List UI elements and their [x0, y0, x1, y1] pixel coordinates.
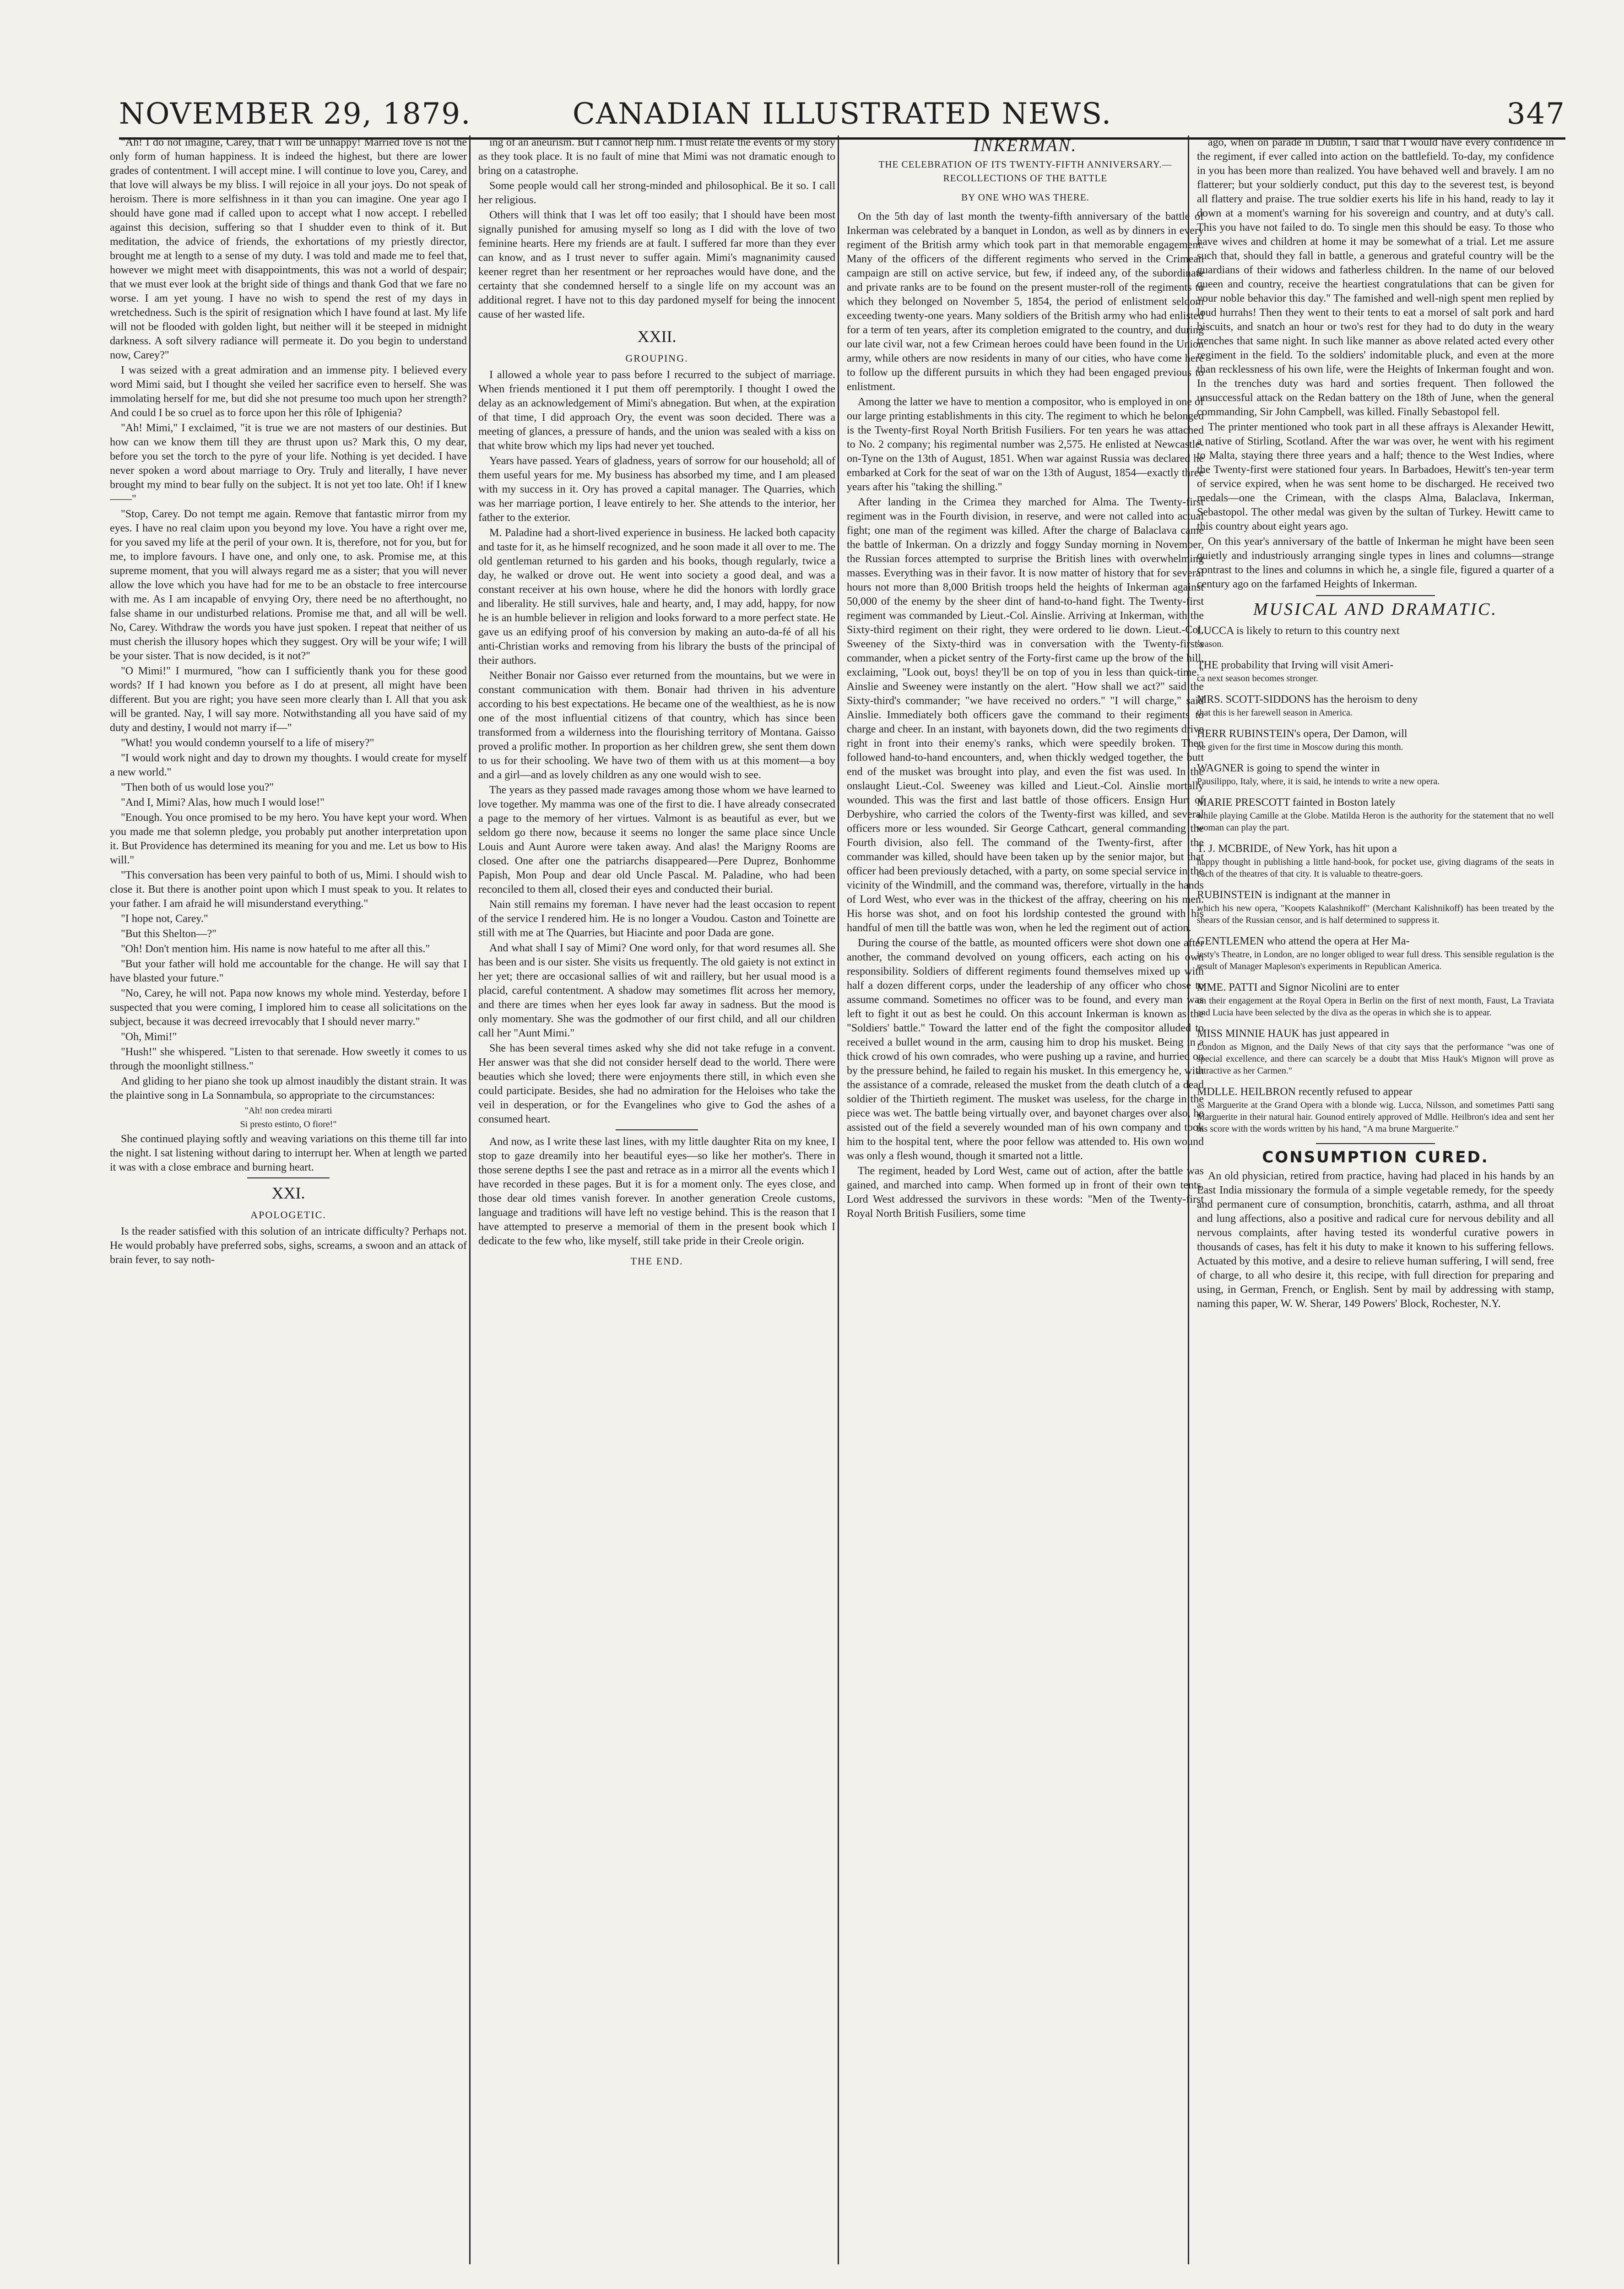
paragraph: I was seized with a great admiration and an immense pity. I believed every word Mimi said, but I thought she veiled her sacrifice even to herself. She was immolating herself for me, but did she not presume too much upon her strength? And could I be so cruel as to force upon her this rôle of Iphigenia?: [110, 364, 467, 419]
news-item-body: season.: [1197, 639, 1224, 649]
paragraph: "Ah! I do not imagine, Carey, that I will be unhappy! Married love is not the only form of human happiness. It is indeed the highest, but there are lower grades of contentment. I will accept mine. I will continue to love you, Carey, and that love will always be my bliss. I will rejoice in all your joys. Do not speak of heroism. There is more selfishness in it than you can imagine. One year ago I should have gone mad if called upon to accept what I now accept. I rebelled against this decision, suffering so that I shudder even to think of it. But meditation, the advice of friends, the exhortations of my priestly director, brought me at length to a sense of my duty. I was told and made me to feel that, however we might meet with disappointments, this was not a world of despair; that we must ever look at the bright side of things and thank God that we fare no worse. I am yet young. I have no wish to spend the rest of my days in wretchedness. Such is the spirit of resignation which I have found at last. My life will not be flooded with golden light, but neither will it be steeped in midnight darkness. A soft silvery radiance will permeate it. Do you begin to understand now, Carey?": [110, 136, 467, 361]
paragraph: "No, Carey, he will not. Papa now knows my whole mind. Yesterday, before I suspected that you were coming, I implored him to cease all solicitations on the subject, because it was decreed irrevocably that I should never marry.": [110, 987, 467, 1028]
chapter-heading: XXII.: [637, 327, 677, 346]
paragraph: "This conversation has been very painful to both of us, Mimi. I should wish to close it. But there is another point upon which I must speak to you. It relates to your father. I am afraid he will misunderstand everything.": [110, 869, 467, 910]
news-item: [1197, 1085, 1554, 1135]
paragraph: The years as they passed made ravages among those whom we have learned to love together. My mamma was one of the first to die. I have already consecrated a page to the memory of her virtues. Valmont is as beautiful as ever, but we seldom go there now, because it seems no longer the same place since Uncle Louis and Aunt Aurore were taken away. And alas! the Marigny Rooms are closed. One after one the patriarchs disappeared—Pere Duprez, Bonhomme Papish, Mon Poup and dear old Uncle Pascal. M. Paladine, who had been reconciled to them all, closed their eyes and conducted their burial.: [478, 784, 835, 895]
paragraph: The printer mentioned who took part in all these affrays is Alexander Hewitt, a native of Stirling, Scotland. After the war was over, he went with his regiment to Malta, staying there three years and a half; thence to the West Indies, where the Twenty-first were stationed four years. In Barbadoes, Hewitt's ten-year term of service expired, when he was sent home to be discharged. He received two medals—one the Crimean, with the clasps Alma, Balaclava, Inkerman, Sebastopol. The other medal was given by the sultan of Turkey. Hewitt came to this country about eight years ago.: [1197, 421, 1554, 532]
paragraph: On the 5th day of last month the twenty-fifth anniversary of the battle of Inkerman was celebrated by a banquet in London, as well as by dinners in every regiment of the British army which took part in that memorable engagement. Many of the officers of the different regiments who served in the Crimean campaign are still on active service, but few, if indeed any, of the subordinate and private ranks are to be found on the present muster-roll of the regiments to which they belonged on November 5, 1854, the period of enlistment seldom exceeding twenty-one years. Many soldiers of the British army who had enlisted for a term of ten years, after its completion emigrated to the country, and during our late civil war, not a few Crimean heroes could have been found in the Union army, while others are now residents in many of our cities, who have come here to follow up the different pursuits in which they had been engaged previous to enlistment.: [847, 211, 1204, 393]
paragraph: "What! you would condemn yourself to a life of misery?": [121, 737, 374, 749]
news-item-lead: WAGNER is going to spend the winter in: [1197, 762, 1380, 774]
paragraph: She has been several times asked why she did not take refuge in a convent. Her answer was that she did not consider herself dead to the world. There were beauties which she loved; there were enjoyments there still, in which even she could participate. Besides, she had no admiration for the Heloises who take the veil in desperation, or for the Evangelines who give to God the ashes of a consumed heart.: [478, 1042, 835, 1125]
paragraph: "Ah! Mimi," I exclaimed, "it is true we are not masters of our destinies. But how can we know them till they are thrust upon us? Mark this, O my dear, before you set the torch to the pyre of your life. Nothing is yet decided. I have never spoken a word about marriage to Ory. Truly and literally, I have never brought my mind to bear fully on the subject. It is not yet too late. Oh! if I knew——": [110, 422, 467, 505]
news-item-lead: GENTLEMEN who attend the opera at Her Ma-: [1197, 935, 1410, 947]
page-number: 347: [1506, 97, 1565, 131]
verse-line: Si presto estinto, O fiore!": [240, 1119, 337, 1129]
column-rule: [469, 136, 471, 2264]
paragraph: Others will think that I was let off too easily; that I should have been most signally punished for amusing myself so long as I did with the love of two feminine hearts. Here my friends are at fault. I suffered far more than they ever can know, and as I trust never to suffer again. Mimi's magnanimity caused keener regret than her resentment or her reproaches would have done, and the certainty that she condemned herself to a single life on my account was an additional regret. I have not to this day pardoned myself for being the innocent cause of her wasted life.: [478, 209, 835, 320]
news-item-lead: MRS. SCOTT-SIDDONS has the heroism to deny: [1197, 694, 1418, 705]
paragraph: During the course of the battle, as mounted officers were shot down one after another, the command devolved on young officers, each acting on his own responsibility. Soldiers of different regiments found themselves mixed up with half a dozen different corps, under the leadership of any officer who chose to assume command. Sometimes no officer was to be found, and every man was left to fight it out as best he could. On this account Inkerman is known as the "Soldiers' battle." Toward the latter end of the fight the compositor alluded to received a bullet wound in the arm, causing him to drop his musket. Being in a thick crowd of his own comrades, who were pushing up a ravine, and hurried on by the pressure behind, he failed to regain his musket. In this emergency he, with the assistance of a comrade, released the musket from the death clutch of a dead soldier of the Thirtieth regiment. The musket was useless, for the charge in the piece was wet. The battle being virtually over, and bayonet charges over also, he assisted out of the field a severely wounded man of his own company and took him to the hospital tent, where the poor fellow was attended to. His own wound was only a flesh wound, though it smarted not a little.: [847, 937, 1204, 1162]
news-item-body: that this is her farewell season in America.: [1197, 708, 1353, 718]
paragraph: The regiment, headed by Lord West, came out of action, after the battle was gained, and marched into camp. When formed up in front of their own tents, Lord West addressed the survivors in these words: "Men of the Twenty-first Royal North British Fusiliers, some time: [847, 1165, 1204, 1220]
news-item: [1197, 981, 1554, 1019]
paragraph: And now, as I write these last lines, with my little daughter Rita on my knee, I stop to gaze dreamily into her beautiful eyes—so like her mother's. There in those serene depths I see the past and retrace as in a mirror all the events which I have recorded in these pages. But it is for a moment only. The eyes close, and those dear old times vanish forever. In another generation Creole customs, language and traditions will have left no vestige behind. This is the reason that I have attempted to preserve a memorial of them in the present book which I dedicate to the few who, like myself, still take pride in their Creole origin.: [478, 1136, 835, 1247]
paragraph: "And I, Mimi? Alas, how much I would lose!": [121, 797, 325, 808]
paragraph: Among the latter we have to mention a compositor, who is employed in one of our large printing establishments in this city. The regiment to which he belonged is the Twenty-first Royal North British Fusiliers. For ten years he was attached to No. 2 company; his regimental number was 2,575. He enlisted at Newcastle-on-Tyne on the 13th of August, 1851. When war against Russia was declared he embarked at Cork for the seat of war on the 13th of August, 1854—exactly three years after his "taking the shilling.": [847, 396, 1204, 493]
news-item: [1197, 1027, 1554, 1077]
paragraph: "O Mimi!" I murmured, "how can I sufficiently thank you for these good words? If I had known you before as I do at present, all might have been different. But you are right; you have seen more clearly than I. All that you ask will be granted. Nay, I will say more. Notwithstanding all you have said of my duty and destiny, I would not marry if—": [110, 665, 467, 734]
paragraph: Years have passed. Years of gladness, years of sorrow for our household; all of them useful years for me. My business has absorbed my time, and I am pleased with my success in it. Ory has proved a capital manager. The Quarries, which was her marriage portion, I leave entirely to her. She attends to the interior, her father to the exterior.: [478, 455, 835, 524]
paragraph: "I would work night and day to drown my thoughts. I would create for myself a new world.": [110, 752, 467, 778]
news-item-lead: MISS MINNIE HAUK has just appeared in: [1197, 1028, 1389, 1040]
advertisement-body: An old physician, retired from practice, having had placed in his hands by an East India missionary the formula of a simple vegetable remedy, for the speedy and permanent cure of consumption, bronchitis, catarrh, asthma, and all throat and lung affections, also a positive and radical cure for nervous debility and all nervous complaints, after having tested its wonderful curative powers in thousands of cases, has felt it his duty to make it known to his suffering fellows. Actuated by this motive, and a desire to relieve human suffering, I will send, free of charge, to all who desire it, this recipe, with full direction for preparing and using, in German, French, or English. Sent by mail by addressing with stamp, naming this paper, W. W. Sherar, 149 Powers' Block, Rochester, N.Y.: [1197, 1170, 1554, 1310]
news-item-body: which his new opera, "Koopets Kalashnikoff" (Merchant Kalishnikoff) has been treated by the shears of the Russian censor, and is half determined to suppress it.: [1197, 903, 1554, 925]
paragraph: "Oh! Don't mention him. His name is now hateful to me after all this.": [121, 943, 430, 955]
section-rule: [1316, 595, 1435, 596]
paragraph: And gliding to her piano she took up almost inaudibly the distant strain. It was the plaintive song in La Sonnambula, so appropriate to the circumstances:: [110, 1075, 467, 1101]
paragraph: M. Paladine had a short-lived experience in business. He lacked both capacity and taste for it, as he himself recognized, and he soon made it all over to me. The old gentleman returned to his garden and his books, though regularly, twice a day, he walked or drove out. He went into society a good deal, and was a constant receiver at his own house, where he did the honors with lordly grace and liberality. He still survives, hale and hearty, and, I may add, happy, for now he is an humble believer in religion and looks forward to a more perfect state. He gave us an edifying proof of his conversion by making an auto-da-fé of all his anti-Christian works and removing from his library the busts of the principal of their authors.: [478, 527, 835, 667]
section-heading: MUSICAL AND DRAMATIC.: [1253, 600, 1498, 619]
news-item: [1197, 727, 1554, 753]
paragraph: On this year's anniversary of the battle of Inkerman he might have been seen quietly and industriously arranging single types in lines and columns—strange contrast to the lines and columns in which he, a single file, figured a quarter of a century ago on the farfamed Heights of Inkerman.: [1197, 536, 1554, 590]
paragraph: "Stop, Carey. Do not tempt me again. Remove that fantastic mirror from my eyes. I have no real claim upon you beyond my love. You have a right over me, for you saved my life at the peril of your own. It is, therefore, not for you, but for me, to implore favours. I have one, and only one, to ask. Promise me, at this supreme moment, that you will always regard me as a sister; that you will never allow the love which you have had for me to be an obstacle to free intercourse with me. As I am incapable of envying Ory, there need be no afterthought, no false shame in our undisturbed relations. Promise me that, and all will be well. No, Carey. Withdraw the words you have just spoken. I repeat that neither of us must cherish the illusory hopes which they suggest. Ory will be your wife; I will be your sister. That is now decided, is it not?": [110, 508, 467, 662]
column-2: [478, 136, 835, 2264]
issue-date: NOVEMBER 29, 1879.: [119, 97, 471, 131]
news-item-lead: LUCCA is likely to return to this country next: [1197, 625, 1400, 637]
news-item: [1197, 658, 1554, 684]
paragraph: ing of an aneurism. But I cannot help him. I must relate the events of my story as they took place. It is no fault of mine that Mimi was not dramatic enough to bring on a catastrophe.: [478, 136, 835, 177]
paragraph: Nain still remains my foreman. I have never had the least occasion to repent of the service I rendered him. He is no longer a Voudou. Caston and Toinette are still with me at The Quarries, but Hiacinte and poor Dada are gone.: [478, 899, 835, 939]
news-item-body: happy thought in publishing a little hand-book, for pocket use, giving diagrams of the seats in each of the theatres of that city. It is valuable to theatre-goers.: [1197, 857, 1554, 879]
paragraph: "But this Shelton—?": [121, 928, 217, 940]
paragraph: "Oh, Mimi!": [121, 1031, 177, 1043]
paragraph: "But your father will hold me accountable for the change. He will say that I have blasted your future.": [110, 958, 467, 984]
news-item: [1197, 693, 1554, 719]
paragraph: Neither Bonair nor Gaisso ever returned from the mountains, but we were in constant communication with them. Bonair had thriven in his adventure according to his best expectations. He became one of the wealthiest, as he is now one of the most influential citizens of that country, which has since been transformed from a wilderness into the flourishing territory of Montana. Gaisso proved a prolific mother. In proportion as her children grew, she sent them down to us for their schooling. We have two of them with us at this moment—a boy and a girl—and as lovely children as any one would wish to see.: [478, 670, 835, 781]
newspaper-title: CANADIAN ILLUSTRATED NEWS.: [572, 97, 1112, 131]
news-item-body: jesty's Theatre, in London, are no longer obliged to wear full dress. This sensible regulation is the result of Manager Mapleson's experiments in Republican America.: [1197, 949, 1554, 971]
news-item-lead: MME. PATTI and Signor Nicolini are to enter: [1197, 982, 1399, 993]
paragraph: "Enough. You once promised to be my hero. You have kept your word. When you made me that solemn pledge, you probably put another interpretation upon it. But Providence has determined its meaning for you and me. Let us bow to His will.": [110, 812, 467, 866]
advertisement-heading: CONSUMPTION CURED.: [1262, 1148, 1489, 1166]
news-item-lead: MARIE PRESCOTT fainted in Boston lately: [1197, 797, 1396, 808]
news-item: [1197, 842, 1554, 880]
paragraph: And what shall I say of Mimi? One word only, for that word resumes all. She has been and is our sister. She visits us frequently. The old gaiety is not extinct in her yet; there are occasional sallies of wit and raillery, but her usual mood is a placid, careful contentment. A shadow may sometimes flit across her memory, and there are times when her eyes look far away in sadness. But the mood is only momentary. She was the godmother of our first child, and all our children call her "Aunt Mimi.": [478, 942, 835, 1039]
news-item-body: ca next season becomes stronger.: [1197, 673, 1318, 683]
news-item: [1197, 934, 1554, 972]
section-rule: [1316, 1143, 1435, 1144]
paragraph: "Hush!" she whispered. "Listen to that serenade. How sweetly it comes to us through the moonlight stillness.": [110, 1046, 467, 1072]
verse-line: "Ah! non credea mirarti: [244, 1106, 332, 1116]
section-rule: [247, 1177, 330, 1178]
chapter-heading: XXI.: [271, 1184, 305, 1202]
paragraph: I allowed a whole year to pass before I recurred to the subject of marriage. When friends mentioned it I put them off peremptorily. I thought I owed the delay as an acknowledgement of Mimi's abnegation. But when, at the expiration of that time, I did approach Ory, the event was soon decided. There was a meeting of glances, a pressure of hands, and the union was sealed with a kiss on that white brow which my lips had never yet touched.: [478, 369, 835, 452]
news-item-lead: MDLLE. HEILBRON recently refused to appear: [1197, 1086, 1413, 1098]
paragraph: Some people would call her strong-minded and philosophical. Be it so. I call her religious.: [478, 180, 835, 206]
news-item: [1197, 888, 1554, 926]
paragraph: After landing in the Crimea they marched for Alma. The Twenty-first regiment was in the Fourth division, in reserve, and were not called into actual fight; one man of the regiment was killed. After the charge of Balaclava came the battle of Inkerman. On a drizzly and foggy Sunday morning in November, the Russian forces attempted to surprise the British lines with overwhelming masses. Everything was in their favor. It is now matter of history that for several hours not more than 8,000 British troops held the heights of Inkerman against 50,000 of the enemy by the sheer dint of hand-to-hand fight. The Twenty-first regiment was commanded by Lieut.-Col. Ainslie. Arriving at Inkerman, with the Sixty-third regiment on their right, they were ordered to lie down. Lieut.-Col. Sweeney of the Sixty-third was in conversation with the Twenty-first's commander, when a picket sentry of the Forty-first came up the brow of the hill, exclaiming, "Look out, boys! they'll be on top of you in less than quick-time." Ainslie and Sweeney were instantly on the alert. "How shall we act?" said the Sixty-third's commander; "we have received no orders." "I will charge," said Ainslie. Immediately both officers gave the command to their regiments to charge and cheer. In an instant, with bayonets down, did the two regiments drive right in front into their enemy's ranks, which were speedily broken. Then followed hand-to-hand encounters, and, when thickly wedged together, the butt end of the musket was brought into play, and even the fist was used. In the onslaught Lieut.-Col. Sweeney was killed and Lieut.-Col. Ainslie mortally wounded. This was the first and last battle of those officers. Ensign Hurt of Derbyshire, who carried the colors of the Twenty-first was killed, and several officers more or less wounded. Sir George Cathcart, general commanding the Fourth division, also fell. The command of the Twenty-first, after the commander was killed, should have been taken up by the senior major, but that officer had been previously detached, with a party, on some special service in the vicinity of the Windmill, and the command was, therefore, virtually in the hands of Lord West, who ever was in the thickest of the affray, cheering on his men. His horse was shot, and on foot his lordship contested the ground with his handful of men till the battle was won, when he led the regiment out of action.: [847, 496, 1204, 934]
news-item: [1197, 624, 1554, 650]
column-1: [110, 136, 467, 2264]
article-byline: BY ONE WHO WAS THERE.: [961, 192, 1089, 203]
column-3: [847, 136, 1204, 2264]
paragraph: Is the reader satisfied with this solution of an intricate difficulty? Perhaps not. He would probably have preferred sobs, sighs, screams, a swoon and an attack of brain fever, to say noth-: [110, 1226, 467, 1266]
article-title: INKERMAN.: [973, 136, 1077, 155]
news-item-body: be given for the first time in Moscow during this month.: [1197, 742, 1403, 752]
news-item-lead: HERR RUBINSTEIN's opera, Der Damon, will: [1197, 728, 1407, 740]
news-item-lead: T. J. MCBRIDE, of New York, has hit upon a: [1197, 843, 1397, 855]
news-item-body: on their engagement at the Royal Opera in Berlin on the first of next month, Faust, La Traviata and Lucia have been selected by the diva as the operas in which she is to appear.: [1197, 996, 1554, 1018]
news-item-body: as Marguerite at the Grand Opera with a blonde wig. Lucca, Nilsson, and sometimes Patti sang Marguerite in their natural hair. Gounod entirely approved of Mdlle. Heilbron's idea and sent her his score with the words written by his hand, "A ma brune Marguerite.": [1197, 1100, 1554, 1134]
news-item: [1197, 796, 1554, 834]
paragraph: "Then both of us would lose you?": [121, 781, 274, 793]
paragraph: She continued playing softly and weaving variations on this theme till far into the night. I sat listening without daring to interrupt her. When at length we parted it was with a close embrace and burning heart.: [110, 1133, 467, 1173]
news-item: [1197, 761, 1554, 787]
news-item-body: London as Mignon, and the Daily News of that city says that the performance "was one of special excellence, and there can scarcely be a doubt that Miss Hauk's Mignon will prove as attractive as her Carmen.": [1197, 1042, 1554, 1076]
paragraph: "I hope not, Carey.": [121, 913, 208, 925]
article-subtitle: THE CELEBRATION OF ITS TWENTY-FIFTH ANNIVERSARY.—RECOLLECTIONS OF THE BATTLE: [878, 159, 1172, 184]
paragraph: ago, when on parade in Dublin, I said that I would have every confidence in the regiment, if ever called into action on the battlefield. To-day, my confidence in you has been more than realized. You have behaved well and bravely. I am no flatterer; but your soldierly conduct, put this day to the severest test, is beyond all flattery and praise. The true soldier exerts his life in his hand, ready to lay it down at a moment's warning for his sovereign and country, and at duty's call. This you have not failed to do. To single men this should be easy. To those who have wives and children at home it may be somewhat of a trial. Let me assure such that, should they fall in battle, a generous and grateful country will be the guardians of their widows and fatherless children. In the name of our beloved queen and country, receive the heartiest congratulations that can be given for your noble behavior this day." The famished and well-nigh spent men replied by loud hurrahs! Then they went to their tents to eat a morsel of salt pork and hard biscuits, and snatch an hour or two's rest for they had to do duty in the weary trenches that same night. In such like manner as above related acted every other regiment in the field. To the soldiers' indomitable pluck, and even at the more than recklessness of his own life, were the Heights of Inkerman fought and won. In the trenches duty was hard and sorties frequent. Then followed the unsuccessful attack on the Redan battery on the 18th of June, when the general commanding, Sir John Campbell, was killed. Finally Sebastopol fell.: [1197, 136, 1554, 418]
news-item-lead: THE probability that Irving will visit Ameri-: [1197, 659, 1394, 671]
chapter-subtitle: GROUPING.: [625, 353, 688, 364]
news-item-lead: RUBINSTEIN is indignant at the manner in: [1197, 889, 1391, 901]
column-rule: [838, 136, 839, 2264]
news-item-body: while playing Camille at the Globe. Matilda Heron is the authority for the statement that no well woman can play the part.: [1197, 811, 1554, 833]
chapter-subtitle: APOLOGETIC.: [250, 1209, 326, 1220]
news-item-body: Pausilippo, Italy, where, it is said, he intends to write a new opera.: [1197, 776, 1440, 787]
the-end-label: THE END.: [630, 1255, 683, 1267]
column-4: [1197, 136, 1554, 2264]
section-rule: [616, 1129, 698, 1130]
story-continuation: [110, 136, 467, 1267]
